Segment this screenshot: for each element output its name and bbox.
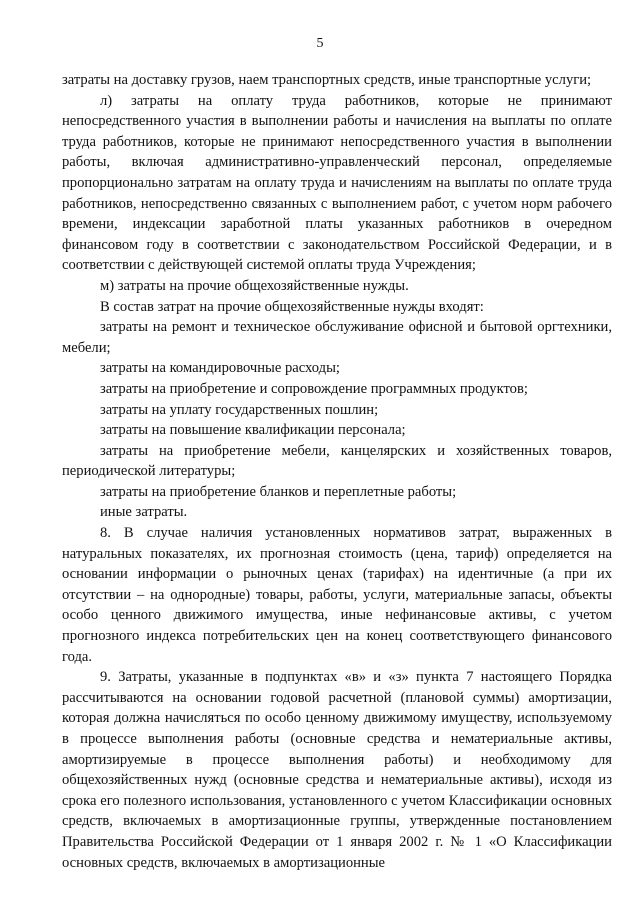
paragraph-transport-costs: затраты на доставку грузов, наем транспортных средств, иные транспортные услуги;: [62, 72, 592, 88]
list-item-forms-binding: затраты на приобретение бланков и переплетные работы;: [100, 483, 457, 500]
paragraph-section-9: 9. Затраты, указанные в подпунктах «в» и «з» пункта 7 настоящего Порядка рассчитываются на основании годовой расчетной (плановой суммы) амортизации, которая должна начисляться по особо ценному движимому имуществу, используемому в процессе выполнения работы (основные средства и нематериальные активы, амортизируемые в процессе выполнения работы) и необходимому для общехозяйственных нужд (основные средства и нематериальные активы), исходя из срока его полезного использования, установленного с учетом Классификации основных средств, включаемых в амортизационные группы, утвержденные постановлением Правительства Российской Федерации от 1 января 2002 г. № 1 «О Классификации основных средств, включаемых в амортизационные: [62, 669, 612, 871]
paragraph-section-8: 8. В случае наличия установленных нормативов затрат, выраженных в натуральных показателях, их прогнозная стоимость (цена, тариф) определяется на основании информации о рыночных ценах (тарифах) на идентичные (а при их отсутствии – на однородные) товары, работы, услуги, материальные запасы, объекты особо ценного движимого имущества, иные нефинансовые активы, с учетом прогнозного индекса потребительских цен на конец соответствующего финансового года.: [62, 525, 612, 665]
paragraph-item-l-labor-costs: л) затраты на оплату труда работников, которые не принимают непосредственного участия в выполнении работы и начисления на выплаты по оплате труда работников, которые не принимают непосредственного участия в выполнении работы, включая административно-управленческий персонал, определяемые пропорционально затратам на оплату труда и начислениям на выплаты по оплате труда работников, непосредственно связанных с выполнением работ, с учетом норм рабочего времени, индексации заработной платы указанных работников в очередном финансовом году в соответствии с законодательством Российской Федерации, и в соответствии с действующей системой оплаты труда Учреждения;: [62, 92, 612, 274]
list-item-travel-costs: затраты на командировочные расходы;: [100, 360, 340, 377]
list-item-state-fees: затраты на уплату государственных пошлин;: [100, 401, 379, 418]
list-item-software-costs: затраты на приобретение и сопровождение программных продуктов;: [100, 380, 528, 397]
paragraph-other-costs-intro: В состав затрат на прочие общехозяйственные нужды входят:: [100, 298, 484, 315]
list-item-furniture-stationery: затраты на приобретение мебели, канцелярских и хозяйственных товаров, периодической литературы;: [62, 442, 612, 480]
document-body: [62, 70, 612, 873]
paragraph-item-m-other-costs: м) затраты на прочие общехозяйственные нужды.: [100, 277, 409, 294]
list-item-repair-costs: затраты на ремонт и техническое обслуживание офисной и бытовой оргтехники, мебели;: [62, 319, 612, 356]
list-item-training-costs: затраты на повышение квалификации персонала;: [100, 422, 406, 439]
list-item-other-costs: иные затраты.: [100, 504, 188, 521]
page-number: 5: [316, 36, 324, 51]
